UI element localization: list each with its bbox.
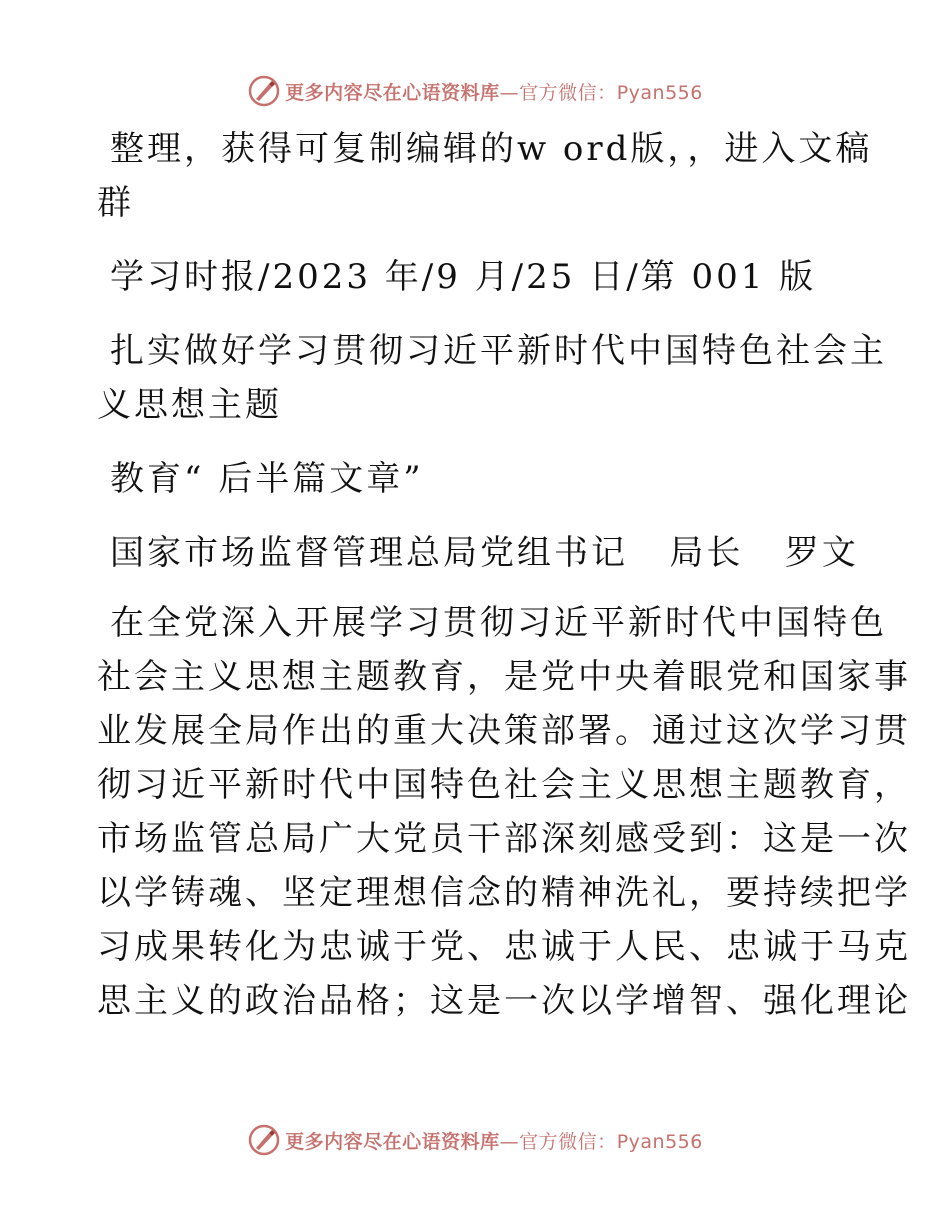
document-body [97,122,911,1028]
body-line: 习成果转化为忠诚于党、忠诚于人民、忠诚于马克 [97,927,911,967]
watermark-wechat-label: 官方微信： [519,1130,617,1153]
watermark-text [285,78,703,105]
pen-logo-icon [247,74,281,108]
watermark-wechat-id: Pyan556 [616,81,703,104]
watermark-brand: 更多内容尽在心语资料库 [285,81,500,104]
watermark-dash: — [499,81,520,104]
watermark-dash: — [499,1130,520,1153]
title-line-3: 教育“ 后半篇文章” [110,459,424,499]
footer-watermark [0,1120,950,1160]
body-line: 业发展全局作出的重大决策部署。通过这次学习贯 [97,711,911,751]
body-line: 市场监管总局广大党员干部深刻感受到：这是一次 [97,819,911,859]
body-line: 思主义的政治品格；这是一次以学增智、强化理论 [97,981,911,1021]
body-line: 在全党深入开展学习贯彻习近平新时代中国特色 [110,603,887,643]
header-watermark [0,71,950,111]
watermark-wechat-label: 官方微信： [519,81,617,104]
intro-line-2: 群 [97,183,134,223]
pen-logo-icon [247,1123,281,1157]
source-line: 学习时报/2023 年/9 月/25 日/第 001 版 [110,257,817,297]
intro-line-1: 整理，获得可复制编辑的w ord版，，进入文稿 [110,129,873,169]
body-line: 以学铸魂、坚定理想信念的精神洗礼，要持续把学 [97,873,911,913]
title-line-1: 扎实做好学习贯彻习近平新时代中国特色社会主 [110,331,887,371]
watermark-brand: 更多内容尽在心语资料库 [285,1130,500,1153]
body-line: 社会主义思想主题教育，是党中央着眼党和国家事 [97,657,911,697]
body-line: 彻习近平新时代中国特色社会主义思想主题教育， [97,765,911,805]
watermark-text [285,1127,703,1154]
author-line: 国家市场监督管理总局党组书记 局长 罗文 [110,533,859,573]
watermark-wechat-id: Pyan556 [616,1130,703,1153]
title-line-2: 义思想主题 [97,385,282,425]
